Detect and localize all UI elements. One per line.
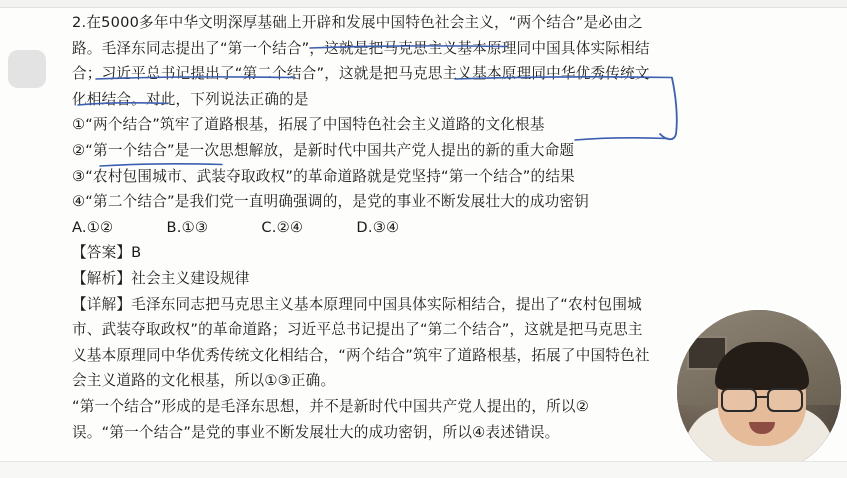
left-placeholder-button[interactable] (8, 50, 46, 88)
doc-line: 市、武装夺取政权”的革命道路；习近平总书记提出了“第二个结合”，这就是把马克思主 (72, 321, 643, 339)
doc-answer-line: 【答案】B (72, 244, 142, 262)
lamp-icon (807, 316, 821, 330)
glasses-icon (719, 388, 805, 408)
doc-line: 【详解】毛泽东同志把马克思主义基本原理同中国具体实际相结合，提出了“农村包围城 (72, 295, 642, 313)
bottom-edge-bar (0, 461, 847, 478)
doc-line: 会主义道路的文化根基，所以①③正确。 (72, 372, 336, 390)
doc-line: ②“第一个结合”是一次思想解放，是新时代中国共产党人提出的新的重大命题 (72, 141, 575, 159)
glasses-left-lens (721, 388, 757, 412)
doc-line: 合；习近平总书记提出了“第二个结合”，这就是把马克思主义基本原理同中华优秀传统文 (72, 65, 650, 83)
doc-line: 义基本原理同中华优秀传统文化相结合，“两个结合”筑牢了道路根基，拓展了中国特色社 (72, 346, 650, 364)
doc-line: 2.在5000多年中华文明深厚基础上开辟和发展中国特色社会主义，“两个结合”是必由之 (72, 14, 643, 31)
doc-line: “第一个结合”形成的是毛泽东思想，并不是新时代中国共产党人提出的，所以② (72, 397, 590, 415)
doc-line: ④“第二个结合”是我们党一直明确强调的，是党的事业不断发展壮大的成功密钥 (72, 193, 590, 211)
doc-line: ①“两个结合”筑牢了道路根基，拓展了中国特色社会主义道路的文化根基 (72, 116, 545, 134)
doc-line: ③“农村包围城市、武装夺取政权”的革命道路就是党坚持“第一个结合”的结果 (72, 167, 575, 185)
doc-line: 化相结合。对此，下列说法正确的是 (72, 90, 309, 108)
question-text-block (72, 10, 772, 445)
doc-analysis-line: 【解析】社会主义建设规律 (72, 269, 250, 287)
top-edge-bar (0, 0, 847, 8)
doc-line: 误。“第一个结合”是党的事业不断发展壮大的成功密钥，所以④表述错误。 (72, 423, 560, 441)
doc-options-line: A.①② B.①③ C.②④ D.③④ (72, 218, 400, 236)
glasses-right-lens (767, 388, 803, 412)
doc-line: 路。毛泽东同志提出了“第一个结合”，这就是把马克思主义基本原理同中国具体实际相结 (72, 39, 650, 57)
webcam-bubble[interactable] (677, 310, 841, 474)
